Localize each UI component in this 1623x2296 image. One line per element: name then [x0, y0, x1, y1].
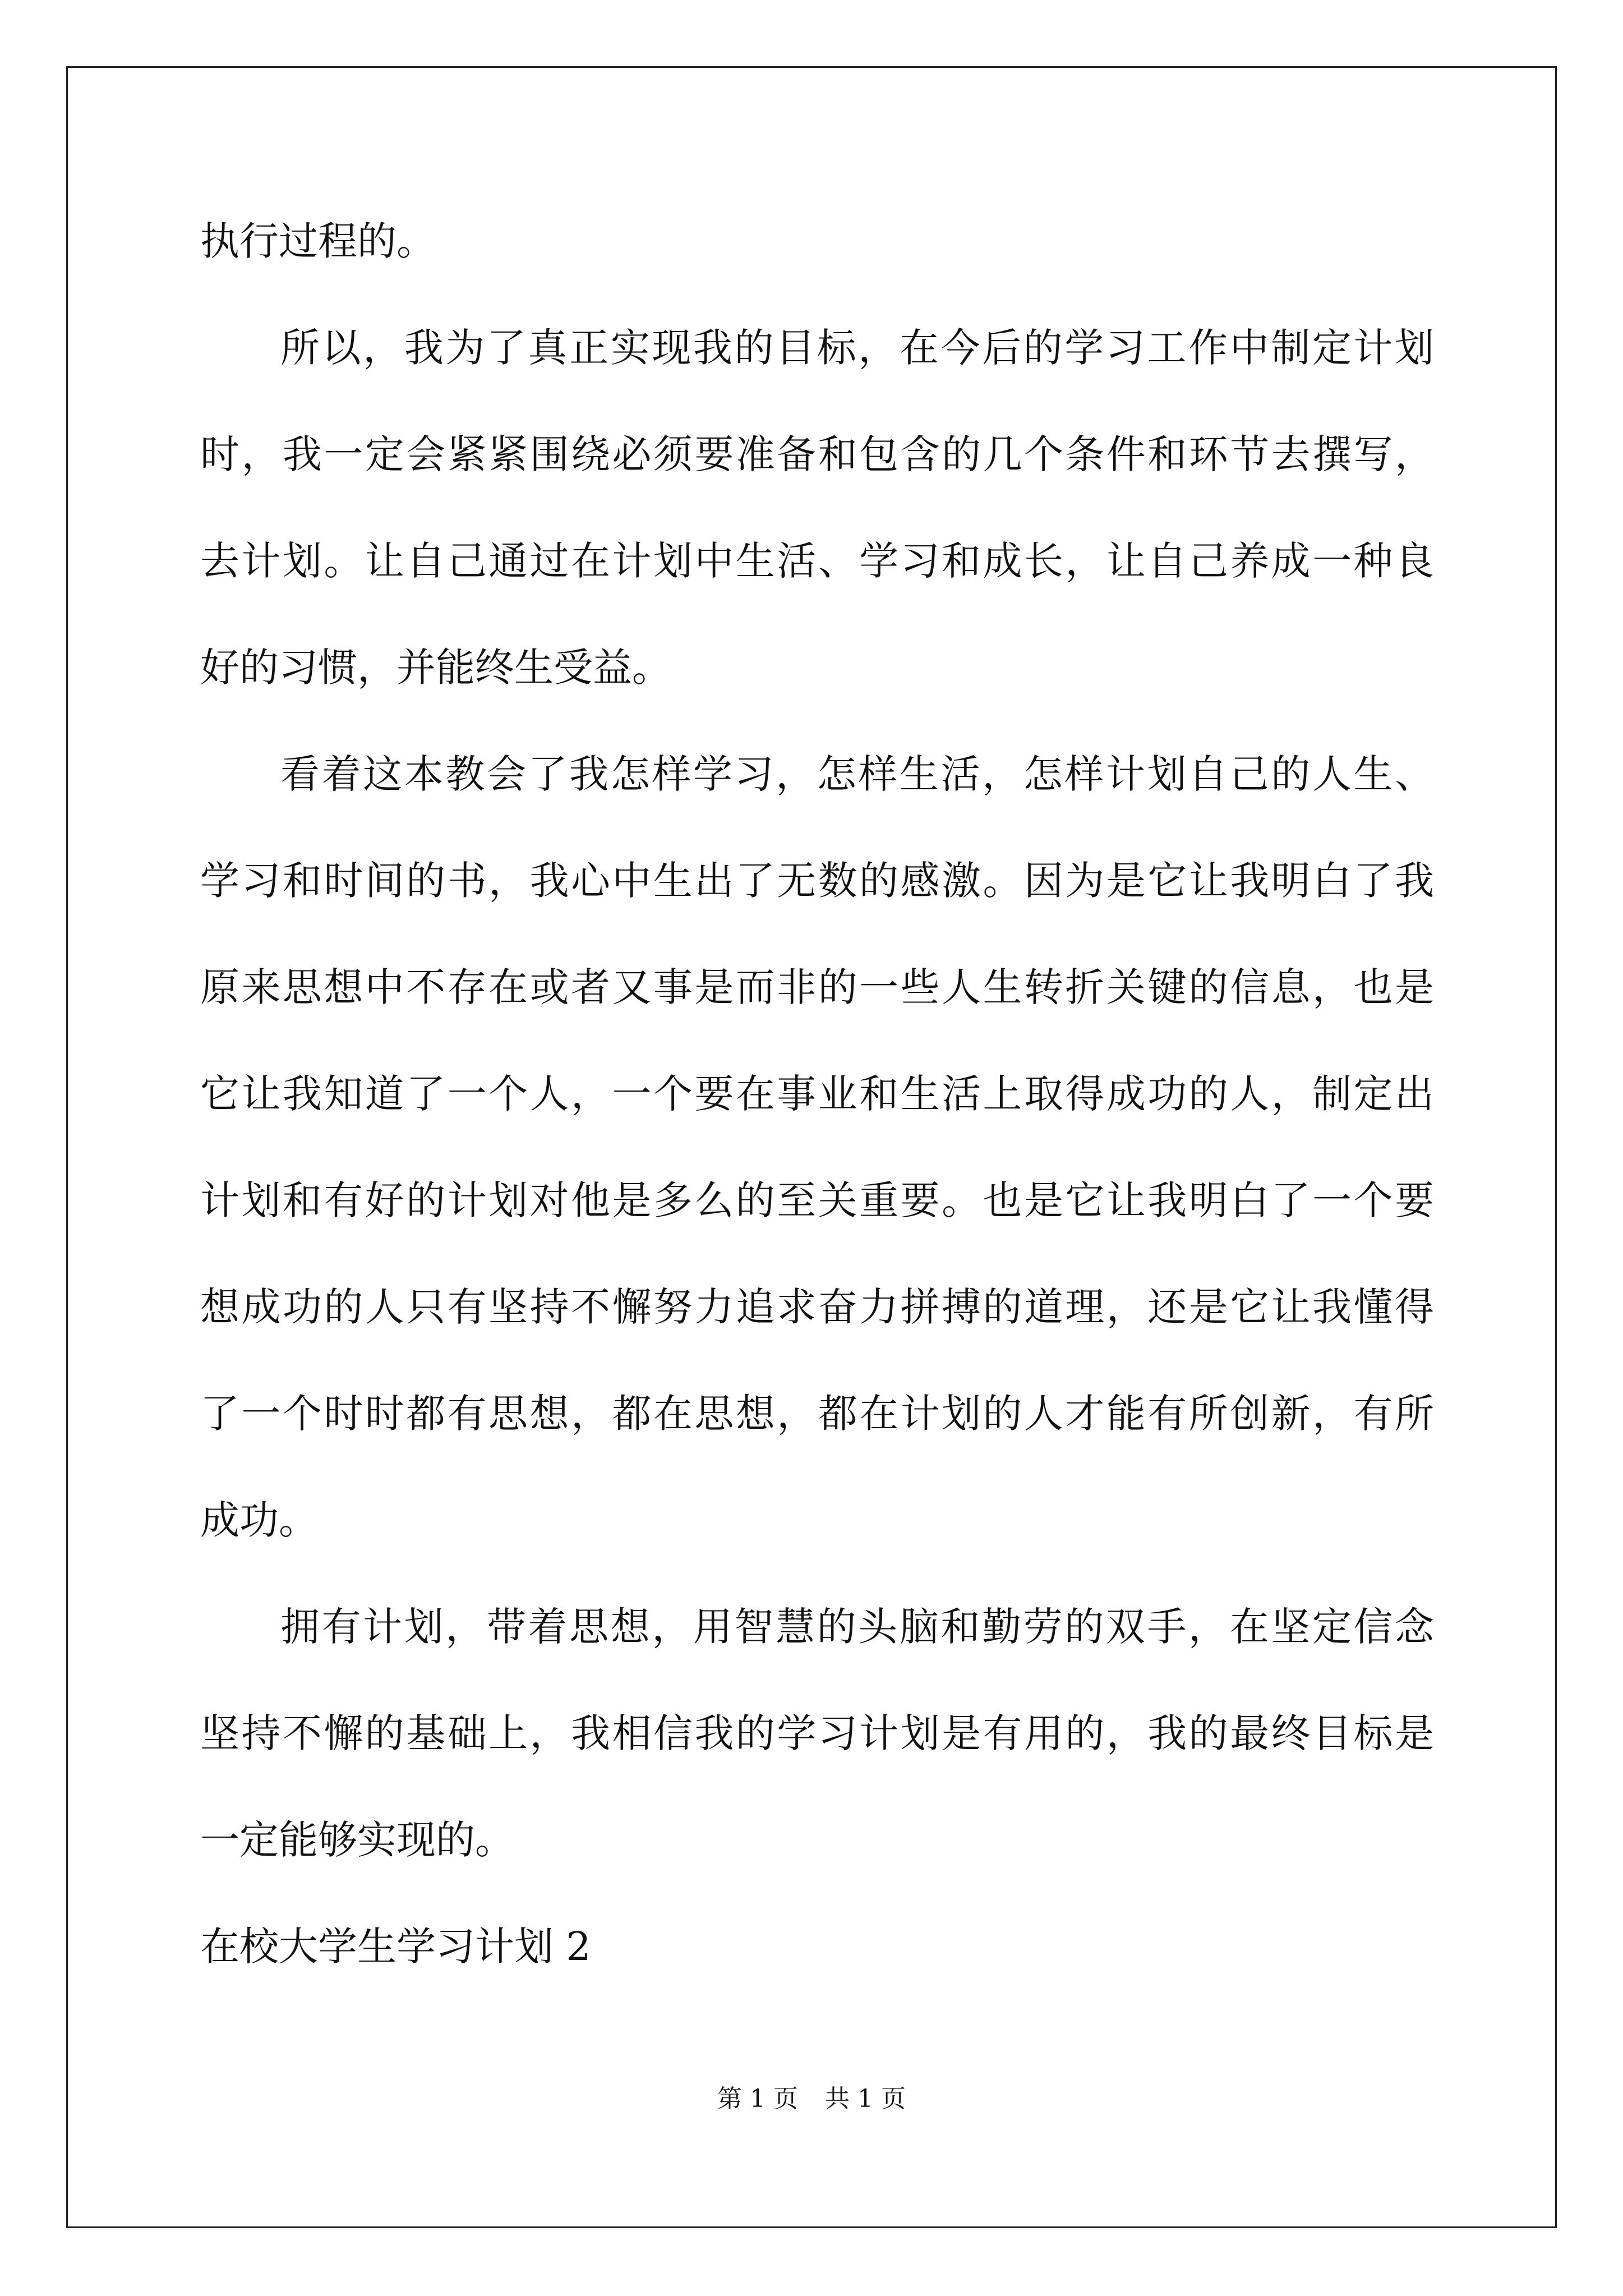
paragraph-4 — [200, 1599, 1434, 1918]
text-line: 执行过程的。 — [200, 218, 436, 264]
text-line: 坚持不懈的基础上，我相信我的学习计划是有用的，我的最终目标是 — [200, 1710, 1434, 1756]
section-heading: 在校大学生学习计划 2 — [200, 1924, 591, 1970]
text-line: 计划和有好的计划对他是多么的至关重要。也是它让我明白了一个要 — [200, 1177, 1434, 1223]
text-line: 了一个时时都有思想，都在思想，都在计划的人才能有所创新，有所 — [200, 1391, 1434, 1437]
text-line: 时，我一定会紧紧围绕必须要准备和包含的几个条件和环节去撰写， — [200, 431, 1434, 477]
text-line: 想成功的人只有坚持不懈努力追求奋力拼搏的道理，还是它让我懂得 — [200, 1284, 1434, 1330]
text-line: 拥有计划，带着思想，用智慧的头脑和勤劳的双手，在坚定信念 — [280, 1604, 1434, 1650]
paragraph-2 — [200, 320, 1434, 746]
paragraph-1 — [200, 213, 1434, 320]
text-line: 好的习惯，并能终生受益。 — [200, 645, 671, 691]
text-line: 所以，我为了真正实现我的目标，在今后的学习工作中制定计划 — [280, 325, 1434, 371]
text-line: 看着这本教会了我怎样学习，怎样生活，怎样计划自己的人生、 — [280, 751, 1434, 797]
page-number: 第 1 页 — [717, 2085, 798, 2113]
paragraph-3 — [200, 746, 1434, 1599]
text-line: 一定能够实现的。 — [200, 1817, 514, 1863]
text-line: 去计划。让自己通过在计划中生活、学习和成长，让自己养成一种良 — [200, 538, 1434, 584]
text-line: 成功。 — [200, 1497, 318, 1543]
text-line: 原来思想中不存在或者又事是而非的一些人生转折关键的信息，也是 — [200, 964, 1434, 1010]
text-line: 它让我知道了一个人，一个要在事业和生活上取得成功的人，制定出 — [200, 1071, 1434, 1117]
page-footer — [0, 2082, 1623, 2116]
page-total: 共 1 页 — [825, 2085, 906, 2113]
text-line: 学习和时间的书，我心中生出了无数的感激。因为是它让我明白了我 — [200, 858, 1434, 904]
document-body — [200, 213, 1434, 2025]
